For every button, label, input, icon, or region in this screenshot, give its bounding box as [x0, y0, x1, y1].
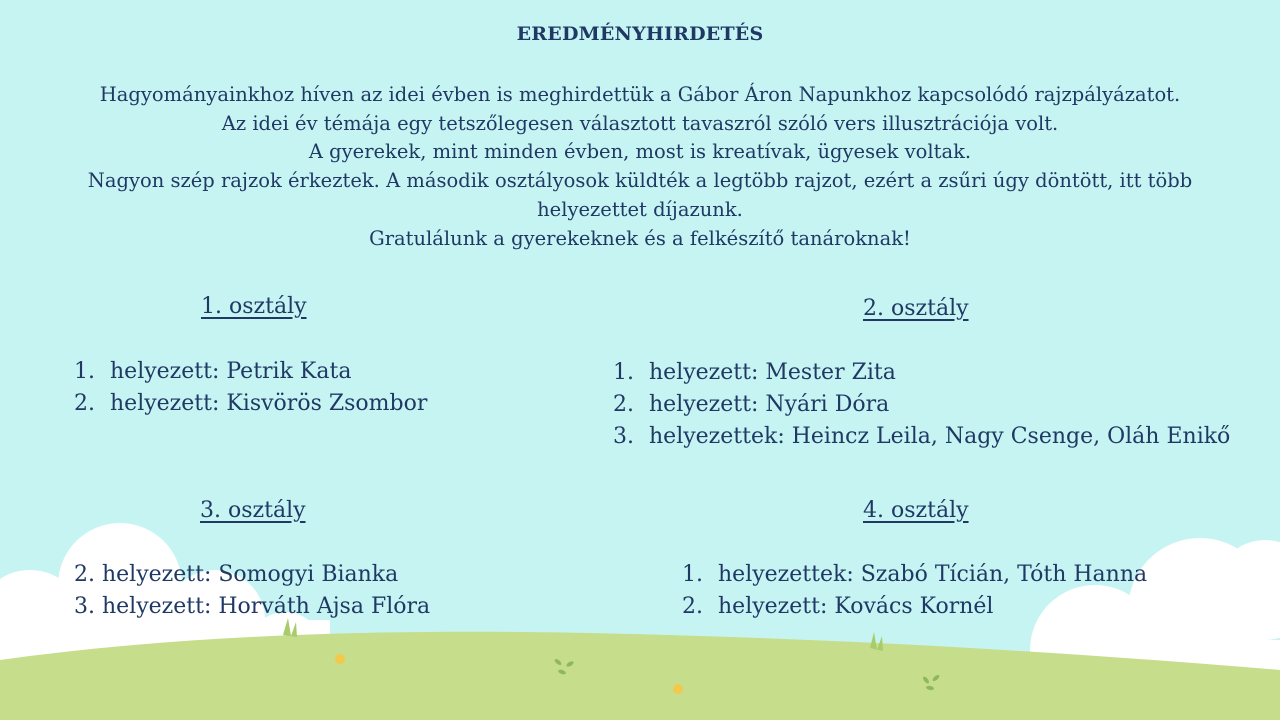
intro-line: Az idei év témája egy tetszőlegesen választott tavaszról szóló vers illusztrációja volt.	[221, 111, 1059, 135]
list-number: 3.	[613, 424, 634, 449]
class4-results	[682, 559, 1147, 623]
list-text: helyezett: Mester Zita	[649, 360, 896, 385]
list-number: 1.	[74, 359, 95, 384]
list-item	[682, 591, 1147, 623]
list-item	[682, 559, 1147, 591]
class4-heading: 4. osztály	[863, 498, 969, 523]
class1-results	[74, 356, 427, 420]
list-item: 2. helyezett: Somogyi Bianka	[74, 562, 399, 587]
list-item	[74, 356, 427, 388]
list-number: 2.	[613, 392, 634, 417]
list-text: helyezett: Kisvörös Zsombor	[110, 391, 428, 416]
list-number: 1.	[682, 562, 703, 587]
class1-heading: 1. osztály	[201, 294, 307, 319]
list-number: 2.	[682, 594, 703, 619]
list-text: helyezettek: Heincz Leila, Nagy Csenge, Oláh Enikő	[649, 424, 1231, 449]
intro-line: helyezettet díjazunk.	[537, 197, 743, 221]
intro-paragraph	[40, 81, 1240, 253]
class3-results	[74, 559, 430, 623]
class2-heading: 2. osztály	[863, 296, 969, 321]
list-item	[613, 421, 1230, 453]
intro-line: Hagyományainkhoz híven az idei évben is meghirdettük a Gábor Áron Napunkhoz kapcsolódó rajzpályázatot.	[99, 83, 1181, 106]
intro-line: Nagyon szép rajzok érkeztek. A második osztályosok küldték a legtöbb rajzot, ezért a zsűri úgy döntött, itt több	[87, 169, 1193, 193]
page-title: EREDMÉNYHIRDETÉS	[516, 23, 764, 45]
class2-results	[613, 357, 1230, 453]
class3-heading: 3. osztály	[200, 498, 306, 523]
flower-1	[335, 654, 345, 664]
grass-tuft-right	[870, 632, 883, 651]
list-item	[613, 389, 1230, 421]
list-number: 1.	[613, 360, 634, 385]
list-item: 3. helyezett: Horváth Ajsa Flóra	[74, 594, 431, 619]
list-text: helyezett: Kovács Kornél	[718, 594, 994, 619]
list-item	[613, 357, 1230, 389]
intro-line: Gratulálunk a gyerekeknek és a felkészítő tanároknak!	[369, 226, 911, 250]
list-item	[74, 388, 427, 420]
list-text: helyezett: Nyári Dóra	[649, 392, 890, 417]
intro-line: A gyerekek, mint minden évben, most is kreatívak, ügyesek voltak.	[308, 140, 972, 164]
list-number: 2.	[74, 391, 95, 416]
list-text: helyezett: Petrik Kata	[110, 359, 352, 384]
list-text: helyezettek: Szabó Tícián, Tóth Hanna	[718, 562, 1148, 587]
flower-2	[673, 684, 683, 694]
